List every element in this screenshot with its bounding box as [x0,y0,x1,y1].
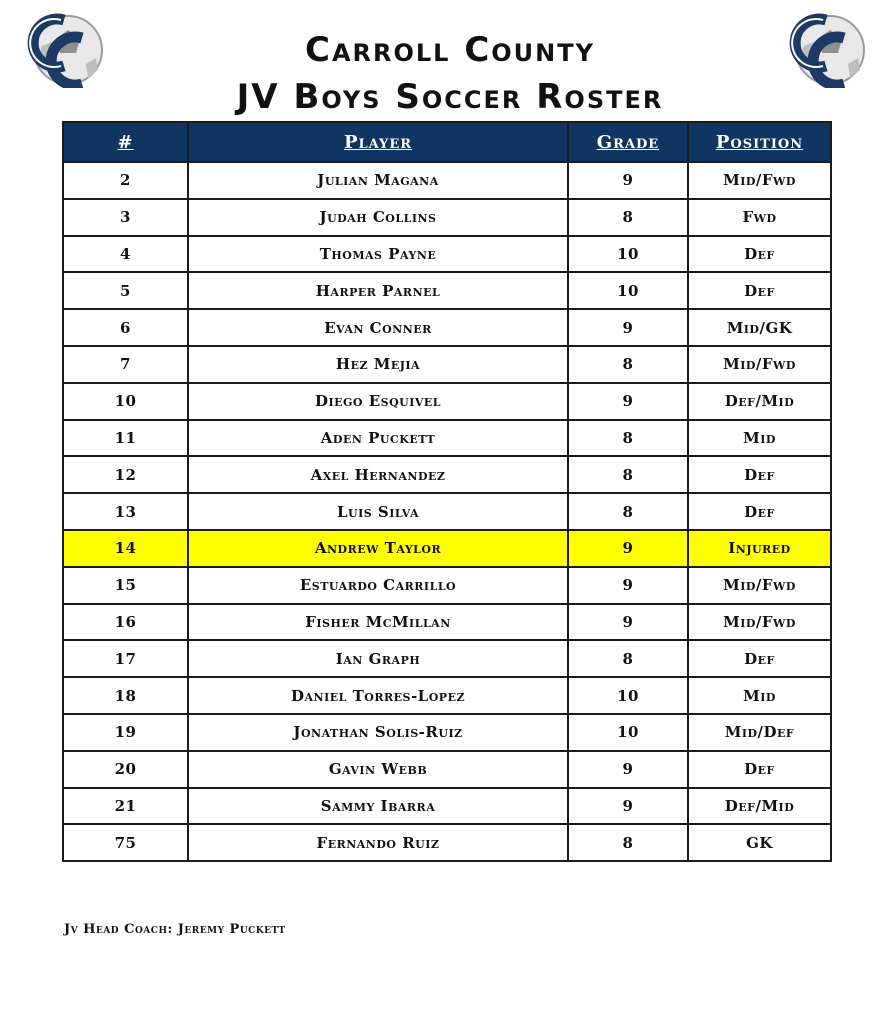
table-row [63,199,831,236]
cell-number: 14 [63,530,188,567]
cell-number: 3 [63,199,188,236]
page-title: Carroll County [305,30,595,70]
cell-position: Def [688,751,831,788]
cell-number: 15 [63,567,188,604]
cell-grade: 9 [568,788,688,825]
cell-player: Evan Conner [188,309,568,346]
cell-player: Judah Collins [188,199,568,236]
cell-grade: 9 [568,162,688,199]
cell-grade: 9 [568,751,688,788]
cell-grade: 9 [568,604,688,641]
cell-player: Daniel Torres-Lopez [188,677,568,714]
column-header-grade: Grade [568,122,688,162]
cell-player: Axel Hernandez [188,456,568,493]
cell-position: Injured [688,530,831,567]
roster-table [62,121,832,862]
cell-grade: 10 [568,236,688,273]
cell-player: Estuardo Carrillo [188,567,568,604]
table-row [63,788,831,825]
cell-position: Def/Mid [688,788,831,825]
cell-grade: 9 [568,309,688,346]
cell-player: Hez Mejia [188,346,568,383]
head-coach-note: Jv Head Coach: Jeremy Puckett [64,922,286,937]
table-row [63,420,831,457]
table-header-row [63,122,831,162]
table-row [63,236,831,273]
table-row [63,604,831,641]
table-row [63,309,831,346]
cell-player: Ian Graph [188,640,568,677]
table-row [63,567,831,604]
column-header-position: Position [688,122,831,162]
cell-number: 10 [63,383,188,420]
table-row [63,714,831,751]
cell-number: 21 [63,788,188,825]
table-row [63,824,831,861]
table-row [63,751,831,788]
cell-position: Def [688,456,831,493]
cell-player: Jonathan Solis-Ruiz [188,714,568,751]
cell-number: 11 [63,420,188,457]
cell-grade: 9 [568,383,688,420]
cell-position: Mid/Def [688,714,831,751]
cell-grade: 10 [568,272,688,309]
cell-position: Def [688,493,831,530]
cell-position: Def [688,272,831,309]
cell-position: Mid/GK [688,309,831,346]
column-header-number: # [63,122,188,162]
table-row [63,640,831,677]
cell-number: 2 [63,162,188,199]
cell-number: 5 [63,272,188,309]
cell-number: 12 [63,456,188,493]
cell-player: Harper Parnel [188,272,568,309]
table-row [63,162,831,199]
cell-player: Luis Silva [188,493,568,530]
cell-player: Fernando Ruiz [188,824,568,861]
cell-player: Thomas Payne [188,236,568,273]
table-row [63,456,831,493]
cell-grade: 10 [568,677,688,714]
cell-player: Diego Esquivel [188,383,568,420]
cell-position: Fwd [688,199,831,236]
cell-player: Julian Magana [188,162,568,199]
cell-position: Def/Mid [688,383,831,420]
table-row [63,493,831,530]
cell-number: 13 [63,493,188,530]
cell-player: Aden Puckett [188,420,568,457]
table-row [63,346,831,383]
cell-grade: 9 [568,530,688,567]
table-row [63,530,831,567]
cell-grade: 8 [568,640,688,677]
cell-number: 20 [63,751,188,788]
cell-position: Mid/Fwd [688,346,831,383]
cell-player: Sammy Ibarra [188,788,568,825]
cell-position: Mid/Fwd [688,162,831,199]
cell-player: Gavin Webb [188,751,568,788]
cell-grade: 8 [568,824,688,861]
cell-grade: 10 [568,714,688,751]
cell-position: Mid [688,420,831,457]
cell-number: 19 [63,714,188,751]
cell-number: 18 [63,677,188,714]
cell-grade: 8 [568,456,688,493]
cell-position: Def [688,236,831,273]
cell-player: Fisher McMillan [188,604,568,641]
cell-position: Mid/Fwd [688,604,831,641]
column-header-player: Player [188,122,568,162]
cell-grade: 8 [568,493,688,530]
table-row [63,383,831,420]
cell-player: Andrew Taylor [188,530,568,567]
page-subtitle: JV Boys Soccer Roster [236,77,664,117]
cell-number: 16 [63,604,188,641]
cell-position: Mid/Fwd [688,567,831,604]
cell-position: Def [688,640,831,677]
cell-number: 17 [63,640,188,677]
table-row [63,677,831,714]
cell-number: 75 [63,824,188,861]
table-row [63,272,831,309]
cell-grade: 8 [568,420,688,457]
cell-position: GK [688,824,831,861]
cell-grade: 9 [568,567,688,604]
cell-grade: 8 [568,346,688,383]
cell-number: 4 [63,236,188,273]
cell-number: 7 [63,346,188,383]
cell-number: 6 [63,309,188,346]
cell-position: Mid [688,677,831,714]
cell-grade: 8 [568,199,688,236]
